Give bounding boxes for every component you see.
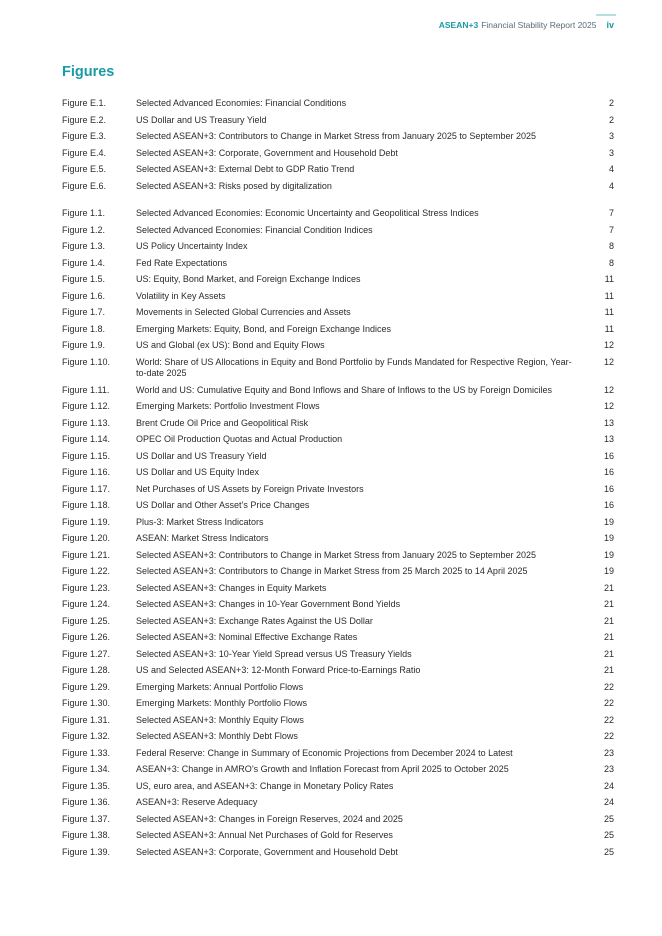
figure-entry[interactable]: [62, 649, 614, 661]
figure-number: Figure 1.12.: [62, 401, 111, 411]
figure-page-number: 13: [603, 434, 614, 444]
figure-number: Figure 1.25.: [62, 615, 111, 626]
figure-title: Movements in Selected Global Currencies and Assets: [136, 307, 351, 317]
figure-title: Selected ASEAN+3: Nominal Effective Exchange Rates: [136, 632, 358, 642]
figure-page-number: 19: [603, 566, 614, 576]
figure-page-number: 23: [603, 747, 614, 758]
figure-title: World: Share of US Allocations in Equity and Bond Portfolio by Funds Mandated for Respective Region, Year-to-date 2025: [136, 356, 572, 378]
figure-number: Figure 1.3.: [62, 241, 106, 251]
figure-title: Emerging Markets: Portfolio Investment Flows: [136, 401, 320, 411]
figure-page-number: 24: [603, 797, 614, 807]
figure-title: US, euro area, and ASEAN+3: Change in Monetary Policy Rates: [136, 780, 394, 791]
chapter-1-figures: [62, 208, 614, 858]
figure-page-number: 2: [608, 98, 614, 108]
figure-title: Selected Advanced Economies: Economic Uncertainty and Geopolitical Stress Indices: [136, 208, 479, 218]
figure-title: US Policy Uncertainty Index: [136, 241, 248, 251]
figure-entry[interactable]: [62, 814, 614, 826]
figure-entry[interactable]: [62, 164, 614, 176]
figure-entry[interactable]: [62, 324, 614, 336]
figures-list: [62, 98, 614, 863]
figure-entry[interactable]: [62, 131, 614, 143]
figure-page-number: 19: [603, 533, 614, 543]
figure-title: Emerging Markets: Monthly Portfolio Flows: [136, 698, 308, 708]
figure-title: Selected ASEAN+3: Changes in Foreign Reserves, 2024 and 2025: [136, 813, 403, 824]
figure-title: Volatility in Key Assets: [136, 290, 226, 301]
figure-entry[interactable]: [62, 748, 614, 760]
figure-number: Figure 1.9.: [62, 340, 106, 350]
figure-title: Selected ASEAN+3: Exchange Rates Against the US Dollar: [136, 615, 373, 626]
figure-title: Brent Crude Oil Price and Geopolitical Risk: [136, 417, 309, 428]
figure-title: US: Equity, Bond Market, and Foreign Exchange Indices: [136, 274, 361, 284]
figure-number: Figure 1.11.: [62, 384, 110, 395]
figure-entry[interactable]: [62, 291, 614, 303]
figure-page-number: 19: [603, 516, 614, 527]
figure-entry[interactable]: [62, 715, 614, 727]
header-report-title: Financial Stability Report 2025: [481, 20, 597, 30]
figure-number: Figure 1.5.: [62, 274, 106, 284]
figure-page-number: 13: [603, 417, 614, 428]
figure-title: Selected ASEAN+3: 10-Year Yield Spread versus US Treasury Yields: [136, 648, 412, 659]
figure-page-number: 19: [603, 549, 614, 560]
figure-number: Figure 1.13.: [62, 417, 111, 428]
figure-entry[interactable]: [62, 550, 614, 562]
figure-title: Selected ASEAN+3: Changes in 10-Year Government Bond Yields: [136, 599, 401, 609]
figure-page-number: 21: [603, 665, 614, 675]
figure-page-number: 22: [603, 731, 614, 741]
figure-page-number: 21: [603, 615, 614, 626]
figure-entry[interactable]: [62, 830, 614, 842]
figure-number: Figure 1.26.: [62, 632, 111, 642]
figure-page-number: 23: [603, 764, 614, 774]
figure-page-number: 8: [608, 257, 614, 268]
figure-title: US and Selected ASEAN+3: 12-Month Forward Price-to-Earnings Ratio: [136, 665, 421, 675]
figure-title: US Dollar and US Equity Index: [136, 467, 260, 477]
figure-number: Figure E.5.: [62, 164, 107, 174]
page-title: Figures: [62, 64, 115, 80]
figure-title: Selected ASEAN+3: Risks posed by digitalization: [136, 180, 332, 191]
figure-page-number: 11: [604, 290, 614, 301]
figure-entry[interactable]: [62, 665, 614, 677]
figure-number: Figure 1.22.: [62, 566, 111, 576]
figure-entry[interactable]: [62, 148, 614, 160]
figure-entry[interactable]: [62, 467, 614, 479]
figure-entry[interactable]: [62, 682, 614, 694]
figure-number: Figure E.3.: [62, 131, 107, 141]
figure-number: Figure 1.15.: [62, 450, 111, 461]
figure-number: Figure 1.8.: [62, 323, 106, 334]
figure-number: Figure 1.17.: [62, 483, 111, 494]
figure-number: Figure 1.23.: [62, 582, 111, 593]
figure-page-number: 21: [603, 599, 614, 609]
figure-title: Emerging Markets: Annual Portfolio Flows: [136, 681, 304, 692]
figure-number: Figure 1.34.: [62, 764, 111, 774]
figure-number: Figure 1.39.: [62, 846, 111, 857]
figure-entry[interactable]: [62, 484, 614, 496]
figure-entry[interactable]: [62, 566, 614, 578]
figure-entry[interactable]: [62, 781, 614, 793]
figure-page-number: 22: [603, 681, 614, 692]
figure-title: World and US: Cumulative Equity and Bond Inflows and Share of Inflows to the US by Foreign Domiciles: [136, 384, 553, 395]
figure-title: Selected ASEAN+3: External Debt to GDP Ratio Trend: [136, 164, 355, 174]
figure-title: Net Purchases of US Assets by Foreign Private Investors: [136, 483, 364, 494]
figure-entry[interactable]: [62, 583, 614, 595]
figure-entry[interactable]: [62, 258, 614, 270]
figure-page-number: 4: [608, 180, 614, 191]
figure-entry[interactable]: [62, 731, 614, 743]
figure-page-number: 2: [608, 114, 614, 125]
figure-number: Figure 1.21.: [62, 549, 111, 560]
figure-number: Figure 1.33.: [62, 747, 111, 758]
figure-number: Figure 1.27.: [62, 648, 111, 659]
figure-entry[interactable]: [62, 434, 614, 446]
figure-page-number: 25: [603, 846, 614, 857]
figure-entry[interactable]: [62, 698, 614, 710]
figure-entry[interactable]: [62, 764, 614, 776]
figure-title: Selected ASEAN+3: Annual Net Purchases of Gold for Reserves: [136, 830, 393, 840]
figure-number: Figure 1.20.: [62, 533, 111, 543]
figure-page-number: 12: [603, 384, 614, 395]
figure-number: Figure 1.4.: [62, 257, 106, 268]
figure-entry[interactable]: [62, 241, 614, 253]
figure-entry[interactable]: [62, 98, 614, 110]
figure-entry[interactable]: [62, 274, 614, 286]
figure-page-number: 12: [603, 356, 614, 367]
figure-number: Figure 1.35.: [62, 780, 111, 791]
figure-entry[interactable]: [62, 340, 614, 352]
figure-entry[interactable]: [62, 357, 614, 380]
figure-title: US Dollar and US Treasury Yield: [136, 114, 267, 125]
figure-page-number: 25: [603, 813, 614, 824]
figure-page-number: 3: [608, 131, 614, 141]
figure-entry[interactable]: [62, 500, 614, 512]
figure-title: Selected ASEAN+3: Contributors to Change in Market Stress from 25 March 2025 to 14 April 2025: [136, 566, 528, 576]
figure-number: Figure 1.18.: [62, 500, 111, 510]
figure-entry[interactable]: [62, 599, 614, 611]
figure-title: Selected ASEAN+3: Changes in Equity Markets: [136, 582, 327, 593]
figure-title: ASEAN+3: Change in AMRO’s Growth and Inflation Forecast from April 2025 to October 2025: [136, 764, 509, 774]
figure-number: Figure 1.31.: [62, 714, 111, 725]
figure-title: ASEAN: Market Stress Indicators: [136, 533, 269, 543]
figure-number: Figure E.4.: [62, 147, 107, 158]
figure-number: Figure 1.38.: [62, 830, 111, 840]
figure-page-number: 12: [603, 401, 614, 411]
figure-page-number: 16: [603, 483, 614, 494]
figure-title: Fed Rate Expectations: [136, 257, 228, 268]
figure-number: Figure 1.1.: [62, 208, 106, 218]
figure-number: Figure E.1.: [62, 98, 107, 108]
figure-number: Figure 1.36.: [62, 797, 111, 807]
figure-page-number: 3: [608, 147, 614, 158]
figure-page-number: 16: [603, 500, 614, 510]
figure-entry[interactable]: [62, 181, 614, 193]
figure-number: Figure 1.14.: [62, 434, 111, 444]
figure-number: Figure 1.28.: [62, 665, 111, 675]
figure-entry[interactable]: [62, 632, 614, 644]
figure-entry[interactable]: [62, 225, 614, 237]
figure-entry[interactable]: [62, 533, 614, 545]
header-brand: ASEAN+3: [438, 20, 479, 30]
figure-page-number: 8: [608, 241, 614, 251]
figure-page-number: 11: [604, 307, 614, 317]
figure-entry[interactable]: [62, 418, 614, 430]
figure-entry[interactable]: [62, 307, 614, 319]
figure-title: Emerging Markets: Equity, Bond, and Foreign Exchange Indices: [136, 323, 391, 334]
figure-title: Selected ASEAN+3: Contributors to Change in Market Stress from January 2025 to September 2025: [136, 131, 536, 141]
figure-entry[interactable]: [62, 385, 614, 397]
figure-title: US Dollar and Other Asset’s Price Changes: [136, 500, 310, 510]
figure-number: Figure 1.29.: [62, 681, 111, 692]
figure-number: Figure 1.24.: [62, 599, 111, 609]
figure-page-number: 4: [608, 164, 614, 174]
figure-number: Figure E.6.: [62, 180, 107, 191]
figure-title: Selected ASEAN+3: Monthly Equity Flows: [136, 714, 304, 725]
figure-title: Selected ASEAN+3: Contributors to Change in Market Stress from January 2025 to September 2025: [136, 549, 536, 560]
figure-title: Selected ASEAN+3: Monthly Debt Flows: [136, 731, 298, 741]
executive-summary-figures: [62, 98, 614, 192]
figure-entry[interactable]: [62, 401, 614, 413]
figure-page-number: 21: [603, 582, 614, 593]
figure-page-number: 22: [603, 698, 614, 708]
figure-page-number: 11: [604, 323, 614, 334]
figure-title: Plus-3: Market Stress Indicators: [136, 516, 264, 527]
figure-title: Selected Advanced Economies: Financial Condition Indices: [136, 224, 373, 235]
figure-title: OPEC Oil Production Quotas and Actual Production: [136, 434, 343, 444]
figure-page-number: 7: [608, 224, 614, 235]
figure-number: Figure E.2.: [62, 114, 107, 125]
figure-page-number: 21: [603, 632, 614, 642]
figure-number: Figure 1.7.: [62, 307, 106, 317]
figure-number: Figure 1.30.: [62, 698, 111, 708]
figure-title: Selected ASEAN+3: Corporate, Government and Household Debt: [136, 846, 398, 857]
figure-entry[interactable]: [62, 847, 614, 859]
figure-entry[interactable]: [62, 797, 614, 809]
figure-page-number: 25: [603, 830, 614, 840]
figure-entry[interactable]: [62, 517, 614, 529]
figure-number: Figure 1.16.: [62, 467, 111, 477]
figure-entry[interactable]: [62, 115, 614, 127]
figure-number: Figure 1.19.: [62, 516, 111, 527]
figure-page-number: 12: [603, 340, 614, 350]
figure-page-number: 22: [603, 714, 614, 725]
figure-page-number: 7: [608, 208, 614, 218]
figure-entry[interactable]: [62, 616, 614, 628]
figure-page-number: 11: [604, 274, 614, 284]
page-number: iv: [606, 20, 614, 30]
figure-title: US and Global (ex US): Bond and Equity Flows: [136, 340, 325, 350]
figure-entry[interactable]: [62, 208, 614, 220]
figure-title: ASEAN+3: Reserve Adequacy: [136, 797, 258, 807]
figure-number: Figure 1.32.: [62, 731, 111, 741]
figure-number: Figure 1.10.: [62, 356, 111, 367]
figure-title: Selected ASEAN+3: Corporate, Government and Household Debt: [136, 147, 398, 158]
figure-entry[interactable]: [62, 451, 614, 463]
figure-title: Federal Reserve: Change in Summary of Economic Projections from December 2024 to Latest: [136, 747, 513, 758]
figure-title: US Dollar and US Treasury Yield: [136, 450, 267, 461]
running-header: [439, 20, 614, 30]
figure-page-number: 24: [603, 780, 614, 791]
figure-title: Selected Advanced Economies: Financial Conditions: [136, 98, 347, 108]
figure-number: Figure 1.2.: [62, 224, 106, 235]
figure-number: Figure 1.6.: [62, 290, 106, 301]
figure-page-number: 16: [603, 467, 614, 477]
figure-page-number: 21: [603, 648, 614, 659]
figure-page-number: 16: [603, 450, 614, 461]
figure-number: Figure 1.37.: [62, 813, 111, 824]
